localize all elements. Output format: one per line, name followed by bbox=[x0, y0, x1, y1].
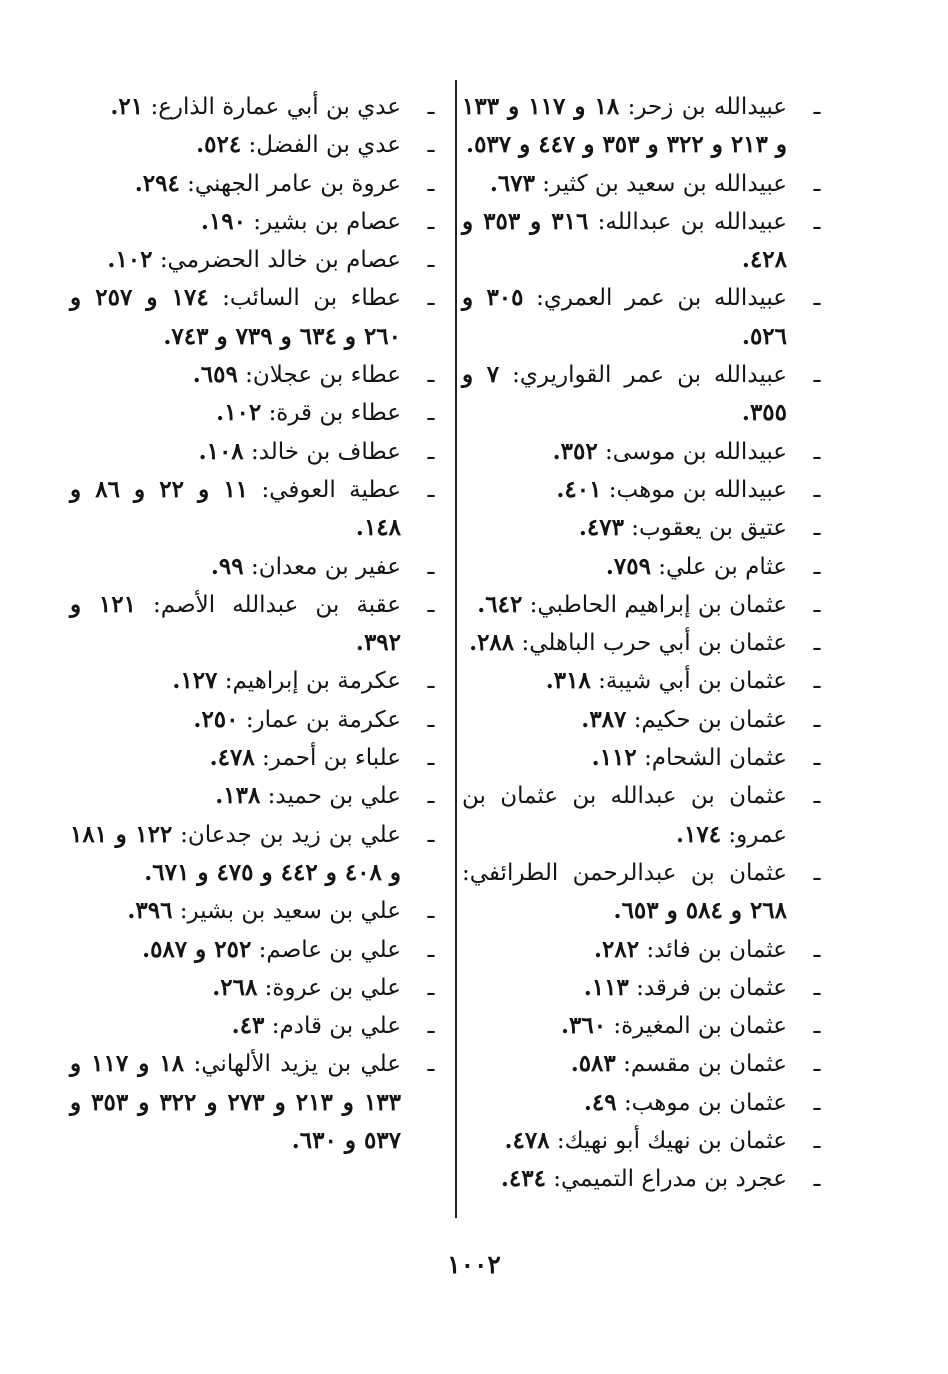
index-entry bbox=[462, 701, 834, 739]
entry-dash: ـ bbox=[427, 974, 435, 1001]
entry-dash: ـ bbox=[813, 553, 821, 580]
entry-dash: ـ bbox=[427, 476, 435, 503]
entry-dash: ـ bbox=[813, 591, 821, 618]
index-entry bbox=[70, 701, 448, 739]
index-entry bbox=[70, 662, 448, 700]
index-entry bbox=[462, 854, 834, 931]
entry-dash: ـ bbox=[813, 476, 821, 503]
entry-text bbox=[462, 1122, 787, 1160]
entry-text bbox=[70, 739, 401, 777]
index-entry bbox=[462, 471, 834, 509]
entry-dash: ـ bbox=[427, 438, 435, 465]
entry-dash: ـ bbox=[813, 285, 821, 312]
entry-name: عثمان بن عبدالرحمن الطرائفي: bbox=[462, 859, 787, 886]
entry-refs: ٦٤٢. bbox=[477, 590, 523, 618]
index-entry bbox=[70, 241, 448, 279]
entry-name: عثمان بن فرقد: bbox=[636, 974, 787, 1001]
entry-text bbox=[70, 892, 401, 930]
entry-dash: ـ bbox=[813, 1013, 821, 1040]
entry-refs: ٤٠١. bbox=[556, 475, 602, 503]
index-entry bbox=[70, 777, 448, 815]
entry-text bbox=[462, 548, 787, 586]
entry-text bbox=[70, 394, 401, 432]
entry-dash: ـ bbox=[427, 1051, 435, 1078]
entry-name: عثمان بن عبدالله بن عثمان بن عمرو: bbox=[462, 783, 787, 848]
entry-refs: ٥٨٣. bbox=[570, 1050, 616, 1078]
entry-name: عصام بن بشير: bbox=[253, 208, 401, 235]
index-entry bbox=[462, 931, 834, 969]
entry-refs: ٣١٦ و ٣٥٣ و ٤٢٨. bbox=[462, 207, 787, 274]
entry-refs: ١١ و ٢٢ و ٨٦ و ١٤٨. bbox=[70, 475, 401, 542]
entry-dash: ـ bbox=[813, 1089, 821, 1116]
entry-text bbox=[462, 1007, 787, 1045]
column-divider bbox=[455, 80, 457, 1218]
entry-name: عثام بن علي: bbox=[658, 553, 787, 580]
entry-text bbox=[70, 816, 401, 893]
entry-text bbox=[462, 509, 787, 547]
entry-dash: ـ bbox=[813, 208, 821, 235]
entry-dash: ـ bbox=[813, 1128, 821, 1155]
index-entry bbox=[462, 586, 834, 624]
index-entry bbox=[70, 816, 448, 893]
entry-dash: ـ bbox=[427, 553, 435, 580]
index-entry bbox=[462, 1160, 834, 1198]
index-entry bbox=[462, 662, 834, 700]
index-entry bbox=[70, 892, 448, 930]
entry-dash: ـ bbox=[813, 170, 821, 197]
entry-text bbox=[70, 471, 401, 548]
entry-text bbox=[462, 1045, 787, 1083]
index-entry bbox=[70, 203, 448, 241]
entry-refs: ٢٨٨. bbox=[469, 629, 515, 657]
entry-text bbox=[462, 777, 787, 854]
entry-dash: ـ bbox=[427, 208, 435, 235]
entry-refs: ١١٢. bbox=[591, 744, 637, 772]
entry-refs: ١٩٠. bbox=[200, 207, 246, 235]
entry-refs: ١٨ و ١١٧ و ١٣٣ و ٢١٣ و ٣٢٢ و ٣٥٣ و ٤٤٧ و ٥٣٧. bbox=[462, 93, 787, 159]
entry-name: عبيدالله بن موسى: bbox=[605, 438, 787, 465]
entry-text bbox=[462, 88, 787, 165]
entry-name: عجرد بن مدراع التميمي: bbox=[553, 1166, 787, 1193]
entry-text bbox=[462, 1084, 787, 1122]
index-column-right bbox=[462, 88, 834, 1199]
entry-refs: ٣٨٧. bbox=[581, 705, 627, 733]
entry-name: عطاء بن عجلان: bbox=[245, 362, 401, 389]
entry-text bbox=[70, 88, 401, 126]
entry-dash: ـ bbox=[427, 285, 435, 312]
entry-refs: ٤٣٤. bbox=[500, 1165, 546, 1193]
entry-name: عثمان بن أبي حرب الباهلي: bbox=[521, 630, 787, 657]
entry-dash: ـ bbox=[427, 706, 435, 733]
entry-dash: ـ bbox=[427, 745, 435, 772]
entry-text bbox=[462, 1160, 787, 1198]
index-column-left bbox=[70, 88, 448, 1160]
index-entry bbox=[462, 1007, 834, 1045]
entry-refs: ٤٣. bbox=[231, 1012, 265, 1040]
entry-refs: ٣٦٠. bbox=[560, 1012, 607, 1040]
entry-name: عثمان بن مقسم: bbox=[623, 1051, 787, 1078]
entry-text bbox=[70, 701, 401, 739]
index-entry bbox=[462, 969, 834, 1007]
entry-name: عثمان بن فائد: bbox=[646, 936, 787, 963]
entry-text bbox=[462, 854, 787, 931]
entry-refs: ٩٩. bbox=[210, 552, 244, 580]
entry-name: عتيق بن يعقوب: bbox=[631, 515, 787, 542]
entry-name: علي بن يزيد الألهاني: bbox=[193, 1051, 401, 1078]
index-entry bbox=[462, 165, 834, 203]
entry-dash: ـ bbox=[813, 783, 821, 810]
entry-refs: ٧٥٩. bbox=[605, 552, 651, 580]
index-entry bbox=[70, 126, 448, 164]
entry-name: عصام بن خالد الحضرمي: bbox=[159, 247, 401, 274]
entry-refs: ٤٧٨. bbox=[504, 1127, 550, 1155]
index-entry bbox=[70, 739, 448, 777]
entry-name: عدي بن أبي عمارة الذارع: bbox=[150, 94, 401, 120]
entry-text bbox=[462, 279, 787, 356]
entry-refs: ١٠٢. bbox=[107, 246, 153, 274]
index-entry bbox=[70, 356, 448, 394]
entry-refs: ٣٠٥ و ٥٢٦. bbox=[462, 284, 787, 350]
entry-name: علباء بن أحمر: bbox=[262, 745, 401, 772]
entry-name: عثمان بن المغيرة: bbox=[613, 1013, 787, 1040]
entry-name: عثمان الشحام: bbox=[644, 745, 787, 772]
entry-refs: ١١٣. bbox=[583, 973, 629, 1001]
entry-text bbox=[462, 931, 787, 969]
entry-text bbox=[70, 1007, 401, 1045]
index-entry bbox=[462, 624, 834, 662]
index-entry bbox=[462, 433, 834, 471]
entry-text bbox=[70, 279, 401, 356]
entry-refs: ١٢٢ و ١٨١ و ٤٠٨ و ٤٤٢ و ٤٧٥ و ٦٧١. bbox=[70, 820, 401, 886]
entry-refs: ١٣٨. bbox=[215, 782, 261, 810]
entry-refs: ١٨ و ١١٧ و ١٣٣ و ٢١٣ و ٢٧٣ و ٣٢٢ و ٣٥٣ و ٥٣٧ و ٦٣٠. bbox=[70, 1050, 401, 1155]
index-entry bbox=[70, 394, 448, 432]
index-entry bbox=[70, 279, 448, 356]
entry-dash: ـ bbox=[813, 668, 821, 695]
entry-refs: ٥٢٤. bbox=[196, 131, 242, 159]
page-number: ١٠٠٢ bbox=[447, 1250, 501, 1279]
index-entry bbox=[462, 1045, 834, 1083]
index-entry bbox=[462, 88, 834, 165]
entry-dash: ـ bbox=[813, 936, 821, 963]
entry-refs: ٢٨٢. bbox=[593, 935, 640, 963]
index-entry bbox=[462, 739, 834, 777]
entry-name: عكرمة بن إبراهيم: bbox=[224, 668, 401, 695]
entry-name: عبيدالله بن عمر القواريري: bbox=[512, 362, 787, 389]
entry-refs: ١٢٧. bbox=[172, 667, 218, 695]
entry-name: عبيدالله بن زحر: bbox=[627, 94, 788, 120]
entry-refs: ٢١. bbox=[110, 93, 144, 120]
index-entry bbox=[70, 471, 448, 548]
entry-dash: ـ bbox=[813, 1166, 821, 1193]
index-entry bbox=[462, 356, 834, 433]
entry-name: عدي بن الفضل: bbox=[248, 132, 401, 159]
entry-refs: ٢٦٨ و ٥٨٤ و ٦٥٣. bbox=[613, 897, 787, 925]
entry-text bbox=[462, 969, 787, 1007]
entry-refs: ١٠٨. bbox=[198, 437, 244, 465]
entry-text bbox=[70, 931, 401, 969]
index-entry bbox=[462, 548, 834, 586]
entry-refs: ١٢١ و ٣٩٢. bbox=[70, 590, 401, 657]
entry-text bbox=[70, 969, 401, 1007]
entry-text bbox=[70, 433, 401, 471]
entry-text bbox=[70, 586, 401, 663]
entry-refs: ٣١٨. bbox=[545, 667, 591, 695]
entry-dash: ـ bbox=[427, 247, 435, 274]
entry-dash: ـ bbox=[813, 1051, 821, 1078]
entry-text bbox=[462, 701, 787, 739]
entry-refs: ٢٦٨. bbox=[212, 973, 258, 1001]
entry-dash: ـ bbox=[813, 515, 821, 542]
entry-name: علي بن زيد بن جدعان: bbox=[180, 821, 401, 848]
entry-name: علي بن قادم: bbox=[271, 1013, 401, 1040]
entry-text bbox=[462, 203, 787, 280]
index-entry bbox=[70, 1007, 448, 1045]
entry-dash: ـ bbox=[427, 400, 435, 427]
entry-text bbox=[70, 548, 401, 586]
entry-text bbox=[462, 433, 787, 471]
entry-name: علي بن حميد: bbox=[267, 783, 401, 810]
entry-dash: ـ bbox=[427, 170, 435, 197]
entry-refs: ٣٩٦. bbox=[127, 897, 173, 925]
entry-name: عقبة بن عبدالله الأصم: bbox=[153, 591, 401, 618]
entry-refs: ٦٧٣. bbox=[489, 169, 535, 197]
entry-refs: ١٧٤ و ٢٥٧ و ٢٦٠ و ٦٣٤ و ٧٣٩ و ٧٤٣. bbox=[70, 284, 401, 350]
entry-refs: ٤٩. bbox=[583, 1088, 617, 1116]
entry-dash: ـ bbox=[427, 668, 435, 695]
entry-name: علي بن عروة: bbox=[264, 974, 401, 1001]
entry-refs: ٧ و ٣٥٥. bbox=[462, 361, 787, 427]
entry-dash: ـ bbox=[427, 132, 435, 159]
entry-refs: ٢٥٢ و ٥٨٧. bbox=[142, 935, 252, 963]
entry-name: عروة بن عامر الجهني: bbox=[187, 170, 401, 197]
entry-dash: ـ bbox=[813, 362, 821, 389]
entry-dash: ـ bbox=[427, 591, 435, 618]
index-entry bbox=[70, 969, 448, 1007]
entry-name: عثمان بن أبي شيبة: bbox=[598, 668, 787, 695]
entry-name: عطاء بن السائب: bbox=[222, 285, 401, 312]
entry-text bbox=[462, 165, 787, 203]
entry-text bbox=[462, 739, 787, 777]
entry-text bbox=[70, 126, 401, 164]
entry-text bbox=[70, 662, 401, 700]
entry-refs: ١٧٤. bbox=[676, 820, 722, 848]
entry-name: عبيدالله بن عمر العمري: bbox=[536, 285, 787, 312]
index-entry bbox=[70, 433, 448, 471]
entry-name: عثمان بن موهب: bbox=[623, 1089, 787, 1116]
entry-text bbox=[462, 586, 787, 624]
entry-dash: ـ bbox=[427, 1013, 435, 1040]
entry-name: علي بن عاصم: bbox=[258, 936, 401, 963]
entry-refs: ٢٩٤. bbox=[134, 169, 180, 197]
entry-dash: ـ bbox=[813, 974, 821, 1001]
entry-name: عبيدالله بن موهب: bbox=[608, 476, 787, 503]
entry-dash: ـ bbox=[813, 706, 821, 733]
index-entry bbox=[462, 1084, 834, 1122]
entry-text bbox=[70, 1045, 401, 1160]
index-entry bbox=[462, 777, 834, 854]
index-entry bbox=[70, 165, 448, 203]
index-entry bbox=[462, 279, 834, 356]
entry-text bbox=[462, 662, 787, 700]
entry-name: عفير بن معدان: bbox=[250, 553, 401, 580]
entry-text bbox=[462, 356, 787, 433]
entry-dash: ـ bbox=[427, 94, 435, 120]
entry-dash: ـ bbox=[813, 859, 821, 886]
entry-name: عطية العوفي: bbox=[261, 476, 402, 503]
index-entry bbox=[462, 203, 834, 280]
entry-refs: ١٠٢. bbox=[216, 399, 262, 427]
entry-text bbox=[70, 165, 401, 203]
index-entry bbox=[70, 1045, 448, 1160]
entry-name: عطاف بن خالد: bbox=[250, 438, 401, 465]
entry-dash: ـ bbox=[427, 898, 435, 925]
entry-dash: ـ bbox=[427, 362, 435, 389]
entry-dash: ـ bbox=[813, 745, 821, 772]
entry-dash: ـ bbox=[427, 936, 435, 963]
entry-dash: ـ bbox=[813, 630, 821, 657]
entry-name: عبيدالله بن عبدالله: bbox=[597, 208, 788, 235]
entry-refs: ٣٥٢. bbox=[552, 437, 598, 465]
entry-refs: ٢٥٠. bbox=[193, 705, 239, 733]
entry-dash: ـ bbox=[813, 94, 821, 120]
entry-name: علي بن سعيد بن بشير: bbox=[179, 898, 401, 925]
index-entry bbox=[70, 931, 448, 969]
entry-text bbox=[462, 624, 787, 662]
entry-text bbox=[70, 203, 401, 241]
entry-text bbox=[70, 356, 401, 394]
entry-text bbox=[70, 241, 401, 279]
entry-name: عطاء بن قرة: bbox=[268, 400, 401, 427]
entry-name: عبيدالله بن سعيد بن كثير: bbox=[542, 170, 787, 197]
entry-text bbox=[70, 777, 401, 815]
entry-refs: ٦٥٩. bbox=[192, 361, 238, 389]
entry-refs: ٤٧٣. bbox=[578, 514, 624, 542]
index-entry bbox=[462, 509, 834, 547]
index-entry bbox=[70, 548, 448, 586]
entry-dash: ـ bbox=[813, 438, 821, 465]
entry-dash: ـ bbox=[427, 821, 435, 848]
entry-name: عثمان بن إبراهيم الحاطبي: bbox=[529, 591, 787, 618]
index-entry bbox=[70, 586, 448, 663]
index-entry bbox=[462, 1122, 834, 1160]
entry-dash: ـ bbox=[427, 783, 435, 810]
entry-refs: ٤٧٨. bbox=[209, 744, 255, 772]
entry-name: عثمان بن حكيم: bbox=[633, 706, 787, 733]
entry-text bbox=[462, 471, 787, 509]
entry-name: عثمان بن نهيك أبو نهيك: bbox=[556, 1128, 787, 1155]
entry-name: عكرمة بن عمار: bbox=[245, 706, 401, 733]
index-entry bbox=[70, 88, 448, 126]
